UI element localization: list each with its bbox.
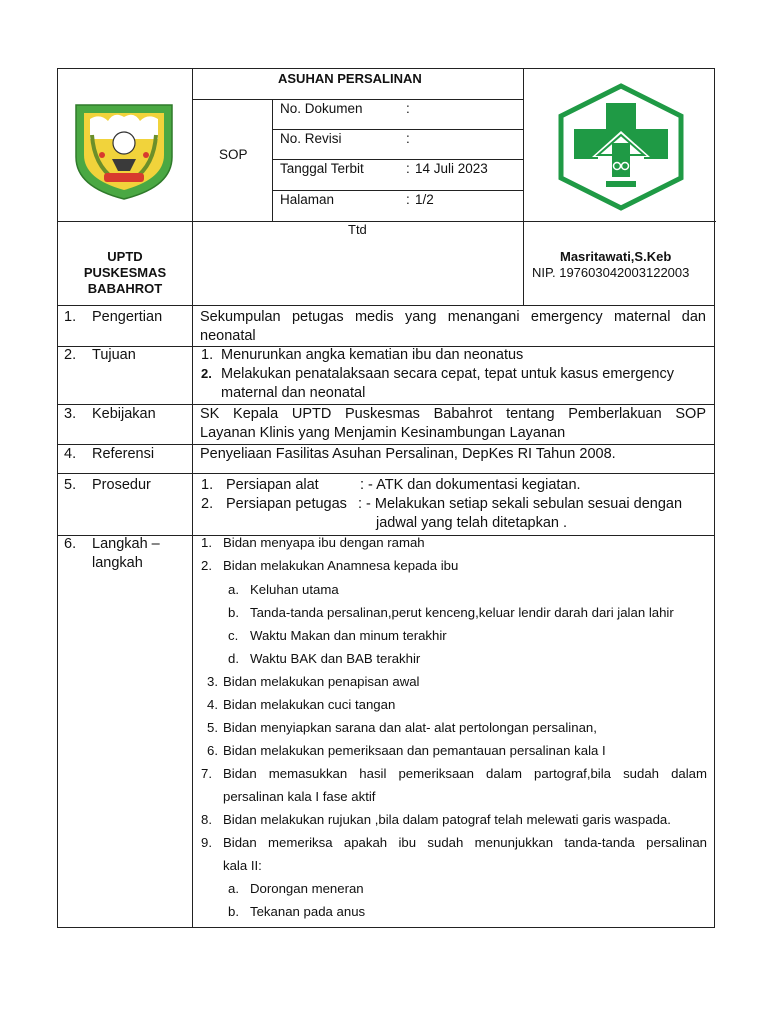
section-number: 6. [64, 536, 77, 552]
header-divider [272, 159, 523, 160]
signature-label: Ttd [348, 222, 367, 237]
header-divider [192, 69, 193, 305]
doc-field-label: No. Revisi [280, 131, 342, 146]
section-number: 5. [64, 477, 77, 493]
substep-text: Keluhan utama [250, 582, 339, 597]
doc-field-sep: : [406, 161, 410, 176]
doc-field-label: No. Dokumen [280, 101, 363, 116]
header-divider [523, 69, 524, 305]
header-divider [272, 129, 523, 130]
step-text-continued: persalinan kala I fase aktif [223, 789, 376, 804]
prosedur-label: Persiapan alat [226, 477, 319, 493]
signer-nip: NIP. 197603042003122003 [532, 265, 690, 280]
step-text: Bidan melakukan penapisan awal [223, 674, 420, 689]
document-title: ASUHAN PERSALINAN [278, 71, 422, 86]
section-label: Prosedur [92, 477, 151, 493]
prosedur-text-continued: jadwal yang telah ditetapkan . [376, 515, 568, 531]
regency-emblem-icon [70, 95, 178, 203]
tujuan-number: 1. [201, 347, 214, 363]
substep-text: Waktu Makan dan minum terakhir [250, 628, 447, 643]
header-divider [58, 221, 716, 222]
step-text-continued: kala II: [223, 858, 262, 873]
step-number: 8. [201, 812, 212, 827]
referensi-text: Penyeliaan Fasilitas Asuhan Persalinan, DepKes RI Tahun 2008. [200, 446, 616, 462]
substep-text: Tekanan pada anus [250, 904, 366, 919]
section-number: 4. [64, 446, 77, 462]
step-number: 2. [201, 558, 212, 573]
substep-text: Dorongan meneran [250, 881, 364, 896]
doc-field-sep: : [406, 131, 410, 146]
step-number: 9. [201, 835, 212, 850]
header-table [57, 68, 715, 306]
step-text: Bidan melakukan pemeriksaan dan pemantauan persalinan kala I [223, 743, 606, 758]
pengertian-text: Sekumpulan petugas medis yang menangani emergency maternal dan [200, 309, 706, 325]
section-label: Pengertian [92, 309, 163, 325]
doc-field-sep: : [406, 101, 410, 116]
prosedur-text: : - ATK dan dokumentasi kegiatan. [360, 477, 581, 493]
kebijakan-text: Layanan Klinis yang Menjamin Kesinambungan Layanan [200, 425, 566, 441]
substep-text: Tanda-tanda persalinan,perut kenceng,keluar lendir darah dari jalan lahir [250, 605, 674, 620]
puskesmas-logo-icon [554, 83, 688, 211]
section-label: Referensi [92, 446, 155, 462]
substep-letter: b. [228, 904, 239, 919]
sop-table [57, 306, 715, 928]
step-text: Bidan melakukan cuci tangan [223, 697, 396, 712]
column-divider [192, 306, 193, 927]
substep-letter: b. [228, 605, 239, 620]
section-number: 2. [64, 347, 77, 363]
section-number: 1. [64, 309, 77, 325]
kebijakan-text: SK Kepala UPTD Puskesmas Babahrot tentang Pemberlakuan SOP [200, 406, 706, 422]
doc-field-value: 14 Juli 2023 [415, 161, 488, 176]
organization-line: UPTD [107, 249, 143, 264]
step-number: 5. [207, 720, 218, 735]
prosedur-label: Persiapan petugas [226, 496, 347, 512]
step-number: 6. [207, 743, 218, 758]
substep-letter: c. [228, 628, 239, 643]
step-number: 4. [207, 697, 218, 712]
prosedur-text: : - Melakukan setiap sekali sebulan sesuai dengan [358, 496, 683, 512]
step-text: Bidan memasukkan hasil pemeriksaan dalam partograf,bila sudah dalam [223, 766, 707, 781]
tujuan-item: Menurunkan angka kematian ibu dan neonatus [221, 347, 524, 363]
doc-field-label: Tanggal Terbit [280, 161, 364, 176]
substep-text: Waktu BAK dan BAB terakhir [250, 651, 421, 666]
step-text: Bidan melakukan Anamnesa kepada ibu [223, 558, 459, 573]
section-number: 3. [64, 406, 77, 422]
doc-field-label: Halaman [280, 192, 335, 207]
section-label: Kebijakan [92, 406, 156, 422]
tujuan-number: 2. [201, 366, 212, 381]
step-text: Bidan menyapa ibu dengan ramah [223, 535, 425, 550]
organization-line: BABAHROT [87, 281, 163, 296]
section-label: Langkah – [92, 536, 160, 552]
header-divider [192, 99, 523, 100]
substep-letter: d. [228, 651, 239, 666]
step-text: Bidan melakukan rujukan ,bila dalam patograf telah melewati garis waspada. [223, 812, 671, 827]
section-label: Tujuan [92, 347, 136, 363]
signer-name: Masritawati,S.Keb [560, 249, 672, 264]
step-number: 7. [201, 766, 212, 781]
header-divider [272, 190, 523, 191]
section-label: langkah [92, 555, 143, 571]
step-text: Bidan memeriksa apakah ibu sudah menunjukkan tanda-tanda persalinan [223, 835, 707, 850]
prosedur-number: 1. [201, 477, 214, 493]
row-divider [58, 473, 714, 474]
step-text: Bidan menyiapkan sarana dan alat- alat pertolongan persalinan, [223, 720, 597, 735]
step-number: 3. [207, 674, 218, 689]
organization-line: PUSKESMAS [83, 265, 167, 280]
doc-field-value: 1/2 [415, 192, 434, 207]
prosedur-number: 2. [201, 496, 214, 512]
sop-label: SOP [219, 147, 248, 162]
substep-letter: a. [228, 881, 239, 896]
step-number: 1. [201, 535, 212, 550]
tujuan-item: Melakukan penatalaksaan secara cepat, tepat untuk kasus emergency [221, 366, 674, 382]
substep-letter: a. [228, 582, 239, 597]
tujuan-item: maternal dan neonatal [221, 385, 366, 401]
pengertian-text: neonatal [200, 328, 256, 344]
doc-field-sep: : [406, 192, 410, 207]
header-divider [272, 99, 273, 221]
